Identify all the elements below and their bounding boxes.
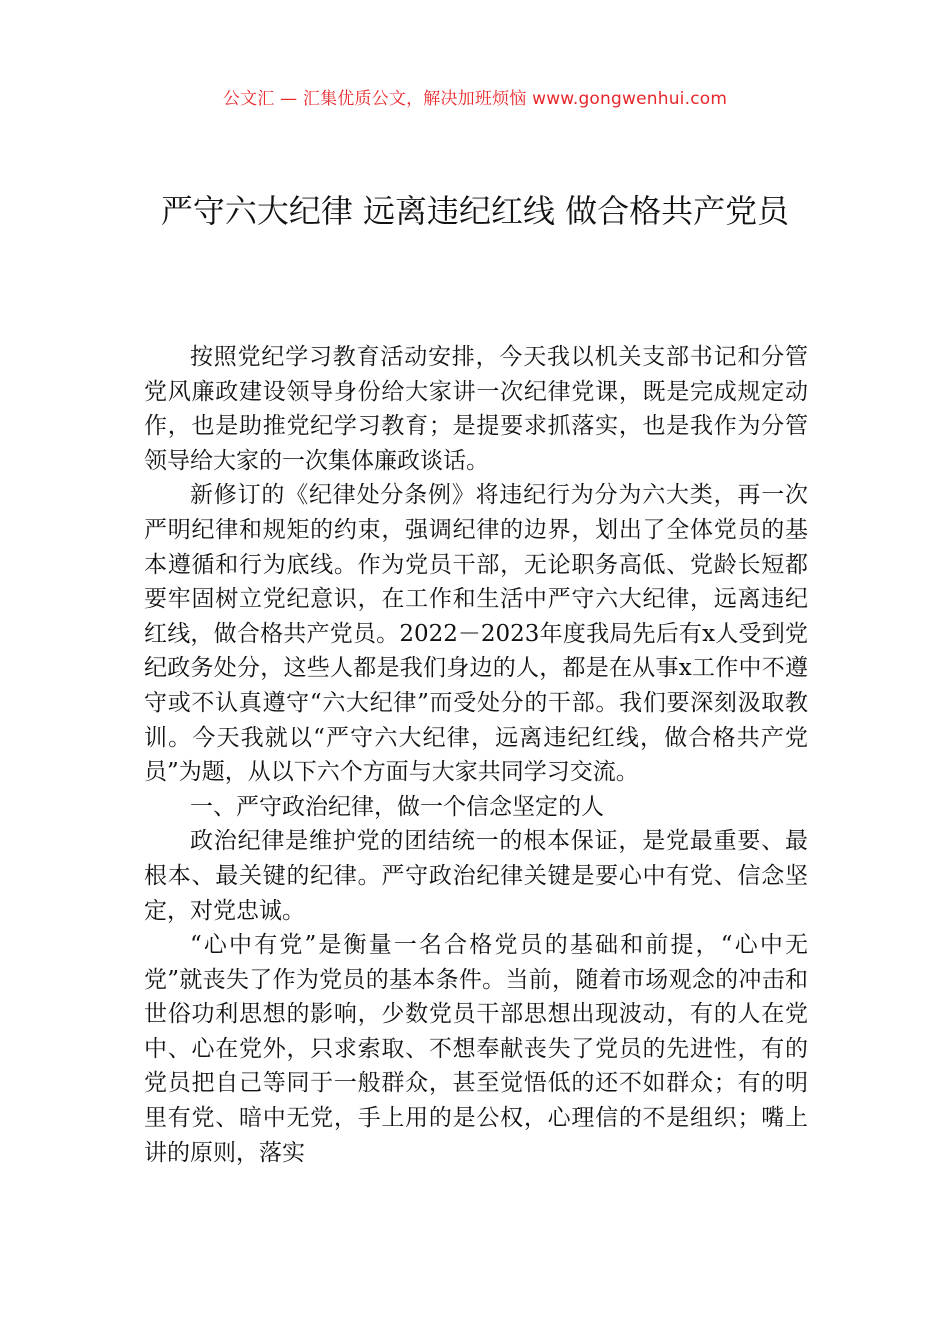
document-title: 严守六大纪律 远离违纪红线 做合格共产党员	[160, 192, 790, 230]
paragraph-political-discipline: 政治纪律是维护党的团结统一的根本保证，是党最重要、最根本、最关键的纪律。严守政治纪律关键是要心中有党、信念坚定，对党忠诚。	[144, 828, 808, 924]
header-banner: 公文汇 — 汇集优质公文，解决加班烦恼 www.gongwenhui.com	[222, 89, 728, 109]
paragraph-intro: 按照党纪学习教育活动安排，今天我以机关支部书记和分管党风廉政建设领导身份给大家讲一次纪律党课，既是完成规定动作，也是助推党纪学习教育；是提要求抓落实，也是我作为分管领导给大家的一次集体廉政谈话。	[144, 344, 808, 474]
paragraph-regulations: 新修订的《纪律处分条例》将违纪行为分为六大类，再一次严明纪律和规矩的约束，强调纪律的边界，划出了全体党员的基本遵循和行为底线。作为党员干部，无论职务高低、党龄长短都要牢固树立党纪意识，在工作和生活中严守六大纪律，远离违纪红线，做合格共产党员。2022－2023年度我局先后有x人受到党纪政务处分，这些人都是我们身边的人，都是在从事x工作中不遵守或不认真遵守“六大纪律”而受处分的干部。我们要深刻汲取教训。今天我就以“严守六大纪律，远离违纪红线，做合格共产党员”为题，从以下六个方面与大家共同学习交流。	[144, 482, 808, 786]
document-body	[144, 340, 808, 1170]
section-heading-political-discipline: 一、严守政治纪律，做一个信念坚定的人	[190, 793, 604, 820]
paragraph-heart-with-party: “心中有党”是衡量一名合格党员的基础和前提，“心中无党”就丧失了作为党员的基本条件。当前，随着市场观念的冲击和世俗功利思想的影响，少数党员干部思想出现波动，有的人在党中、心在党外，只求索取、不想奉献丧失了党员的先进性，有的党员把自己等同于一般群众，甚至觉悟低的还不如群众；有的明里有党、暗中无党，手上用的是公权，心理信的不是组织；嘴上讲的原则，落实	[144, 932, 808, 1166]
